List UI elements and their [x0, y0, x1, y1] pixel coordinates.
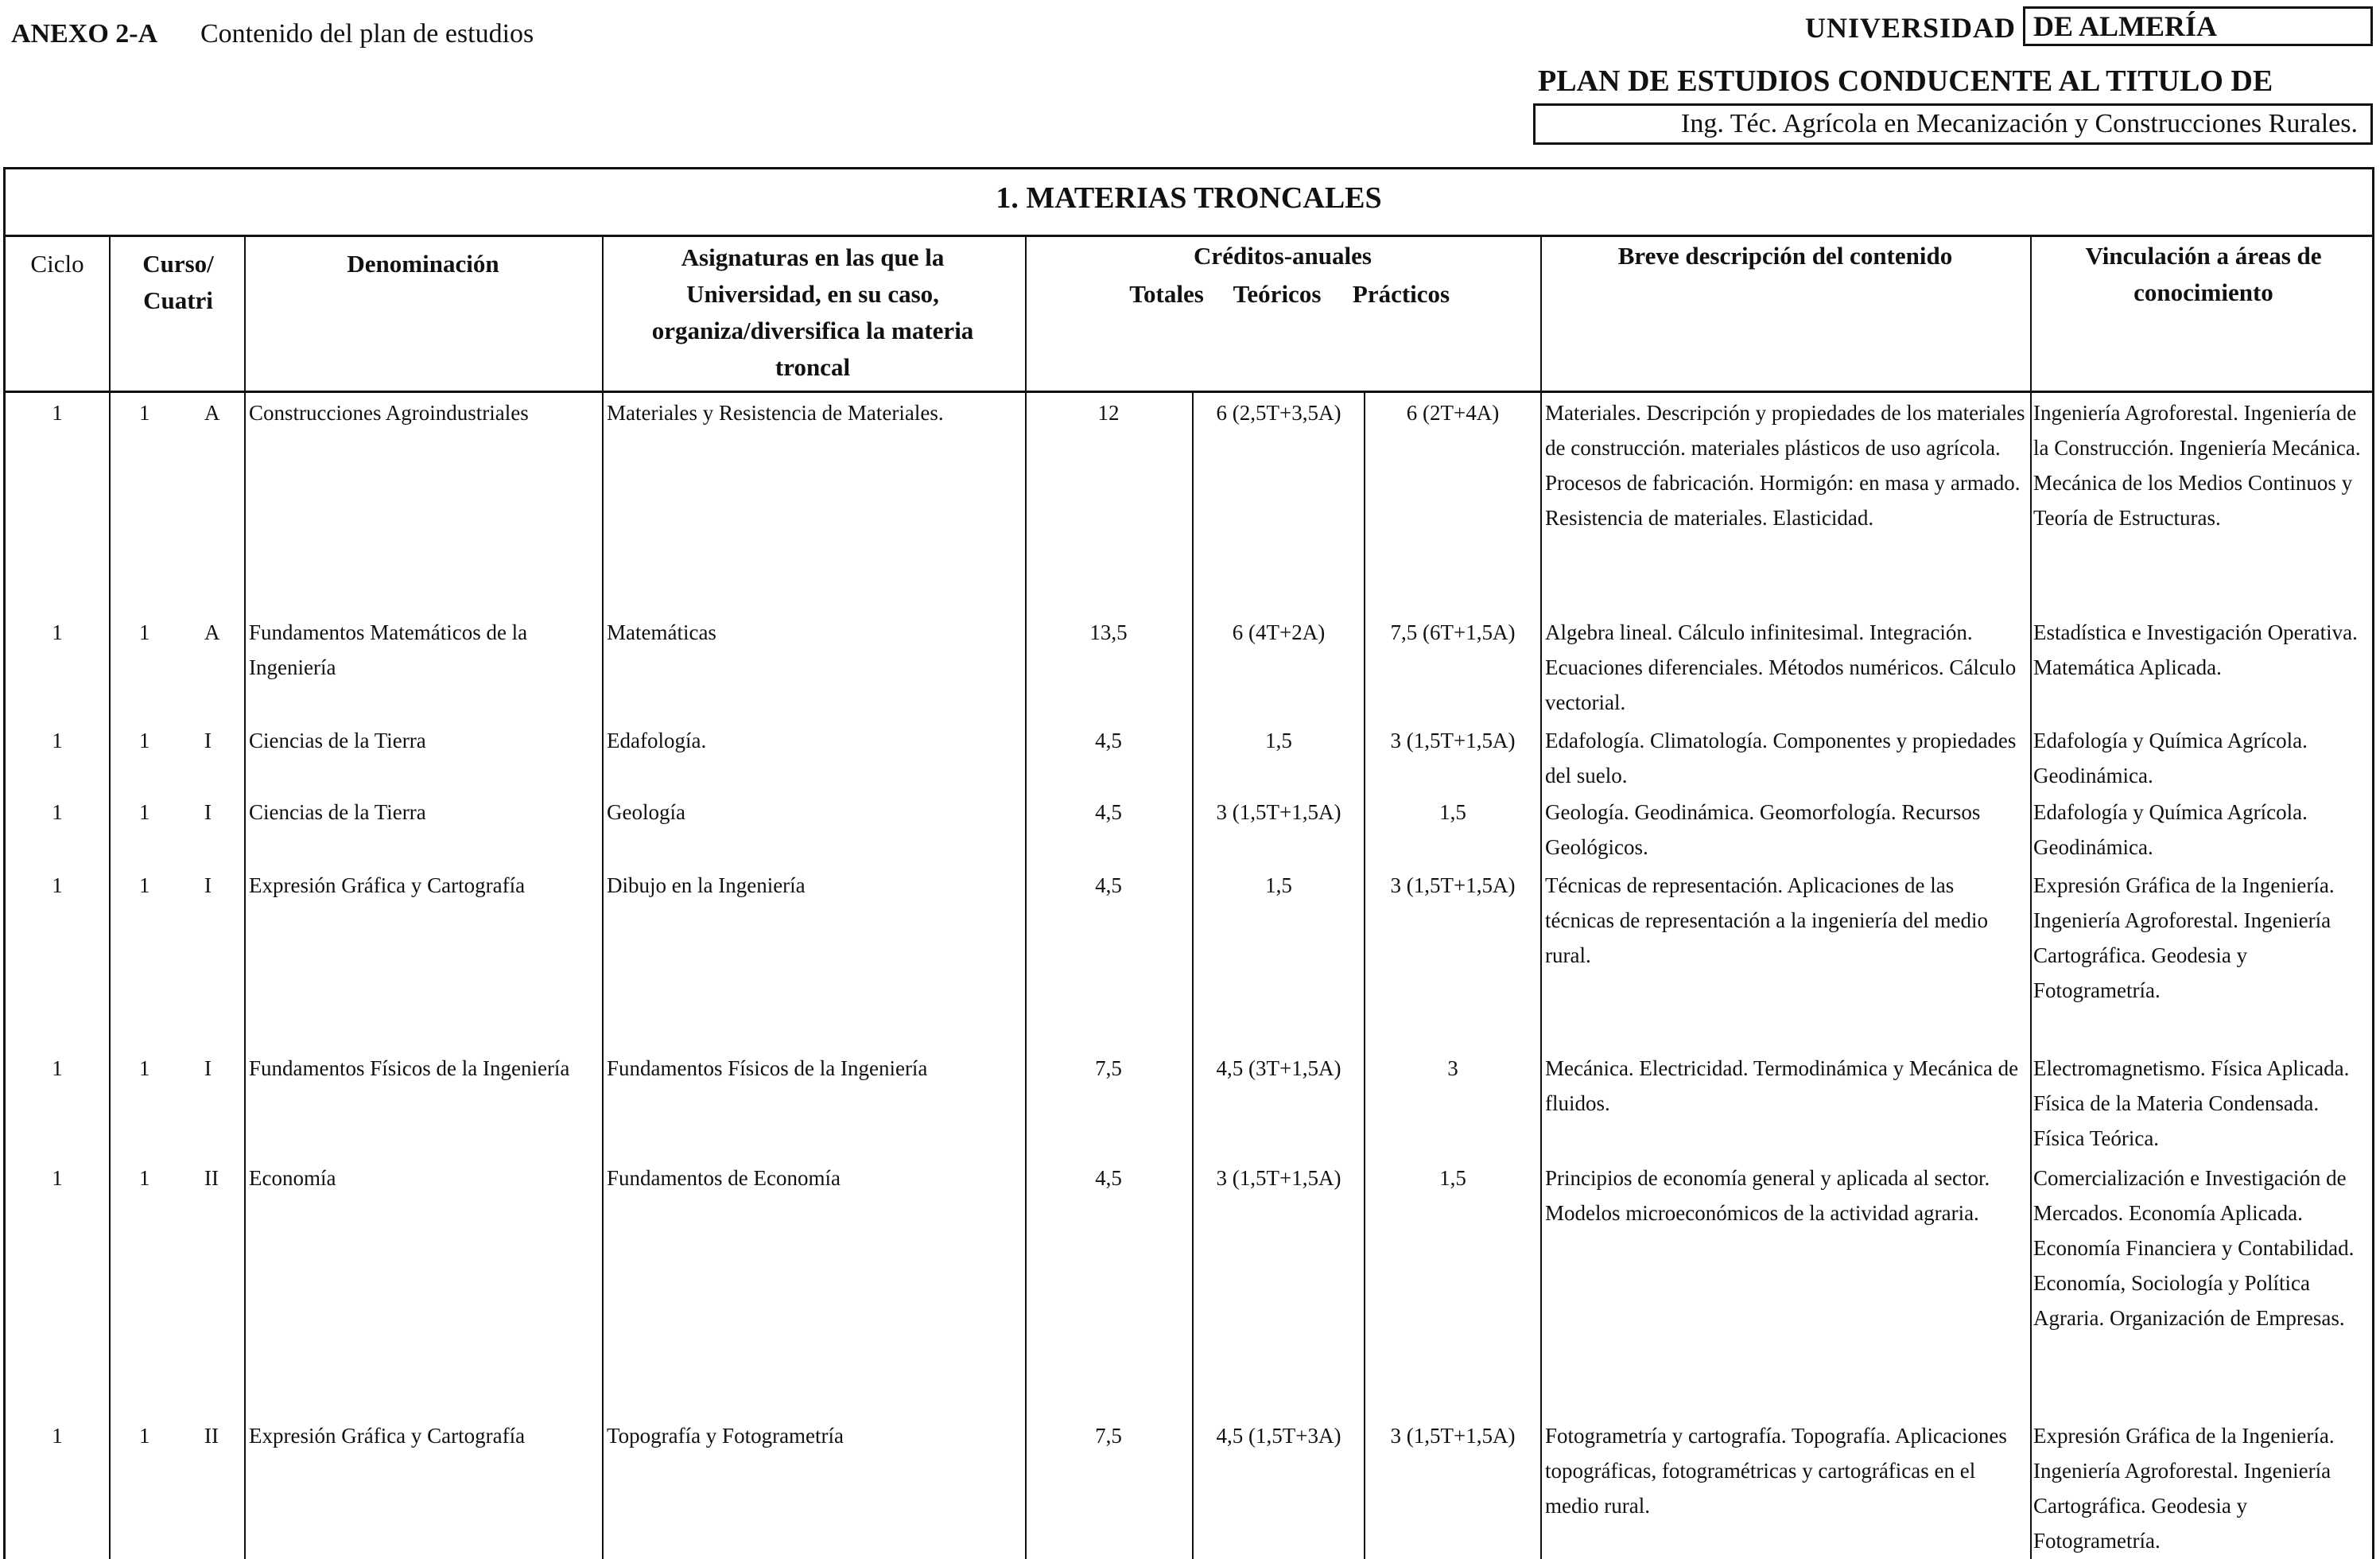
cell-curso: 1 — [139, 873, 150, 897]
cell-ciclo: 1 — [52, 1056, 63, 1080]
cell-asignatura: Materiales y Resistencia de Materiales. — [607, 401, 944, 425]
header-ciclo: Ciclo — [30, 250, 84, 278]
section-title: 1. MATERIAS TRONCALES — [996, 181, 1382, 215]
cell-cuatri: I — [204, 800, 212, 824]
header-totales: Totales — [1129, 280, 1204, 308]
cell-cuatri: I — [204, 1056, 212, 1080]
cell-descripcion: Mecánica. Electricidad. Termodinámica y Mecánica de fluidos. — [1545, 1056, 2019, 1115]
cell-descripcion: Técnicas de representación. Aplicaciones de las técnicas de representación a la ingeniería del medio rural. — [1545, 873, 1988, 967]
universidad-name: DE ALMERÍA — [2023, 6, 2373, 46]
cell-ciclo: 1 — [52, 620, 63, 644]
cell-curso: 1 — [139, 1056, 150, 1080]
cell-vinculacion: Comercialización e Investigación de Mercados. Economía Aplicada. Economía Financiera y Contabilidad. Economía, Sociología y Política Agraria. Organización de Empresas. — [2033, 1166, 2355, 1330]
cell-cuatri: II — [204, 1424, 219, 1448]
cell-vinculacion: Estadística e Investigación Operativa. Matemática Aplicada. — [2033, 620, 2358, 679]
cell-curso: 1 — [139, 1424, 150, 1448]
col-rule-curso — [244, 235, 246, 1559]
cell-ciclo: 1 — [52, 873, 63, 897]
materias-table — [3, 167, 2374, 1559]
cell-denominacion: Expresión Gráfica y Cartografía — [249, 873, 526, 897]
anexo-label: ANEXO 2-A — [11, 19, 158, 49]
cell-denominacion: Expresión Gráfica y Cartografía — [249, 1424, 526, 1448]
cell-practicos: 7,5 (6T+1,5A) — [1390, 620, 1516, 644]
header-practicos: Prácticos — [1352, 280, 1450, 308]
cell-curso: 1 — [139, 1166, 150, 1190]
cell-denominacion: Fundamentos Matemáticos de la Ingeniería — [249, 620, 528, 679]
cell-teoricos: 3 (1,5T+1,5A) — [1216, 1166, 1341, 1190]
cell-asignatura: Fundamentos de Economía — [607, 1166, 841, 1190]
header-teoricos: Teóricos — [1233, 280, 1322, 308]
cell-descripcion: Edafología. Climatología. Componentes y propiedades del suelo. — [1545, 729, 2017, 787]
cell-cuatri: I — [204, 729, 212, 752]
cell-cuatri: A — [204, 620, 220, 644]
cell-practicos: 3 (1,5T+1,5A) — [1390, 729, 1516, 752]
cell-descripcion: Materiales. Descripción y propiedades de los materiales de construcción. materiales plásticos de uso agrícola. Procesos de fabricación. Hormigón: en masa y armado. Resistencia de materiales. Elasticidad. — [1545, 401, 2025, 530]
cell-asignatura: Geología — [607, 800, 685, 824]
cell-practicos: 6 (2T+4A) — [1406, 401, 1500, 425]
cell-teoricos: 6 (2,5T+3,5A) — [1216, 401, 1341, 425]
cell-totales: 4,5 — [1095, 873, 1122, 897]
col-rule-denominacion — [602, 235, 604, 1559]
cell-curso: 1 — [139, 729, 150, 752]
cell-denominacion: Ciencias de la Tierra — [249, 800, 426, 824]
header-denominacion: Denominación — [347, 250, 499, 278]
cell-teoricos: 3 (1,5T+1,5A) — [1216, 800, 1341, 824]
cell-curso: 1 — [139, 401, 150, 425]
header-curso: Curso/ Cuatri — [142, 250, 214, 314]
cell-vinculacion: Expresión Gráfica de la Ingeniería. Ingeniería Agroforestal. Ingeniería Cartográfica. Geodesia y Fotogrametría. — [2033, 1424, 2335, 1553]
cell-vinculacion: Edafología y Química Agrícola. Geodinámica. — [2033, 800, 2308, 859]
cell-denominacion: Fundamentos Físicos de la Ingeniería — [249, 1056, 570, 1080]
cell-vinculacion: Ingeniería Agroforestal. Ingeniería de la Construcción. Ingeniería Mecánica. Mecánica de los Medios Continuos y Teoría de Estructuras. — [2033, 401, 2361, 530]
header-creditos: Créditos-anuales — [1194, 242, 1372, 270]
cell-teoricos: 1,5 — [1265, 873, 1292, 897]
cell-teoricos: 1,5 — [1265, 729, 1292, 752]
cell-practicos: 3 (1,5T+1,5A) — [1390, 873, 1516, 897]
cell-practicos: 1,5 — [1439, 800, 1466, 824]
cell-totales: 13,5 — [1089, 620, 1128, 644]
cell-cuatri: A — [204, 401, 220, 425]
col-rule-ciclo — [109, 235, 111, 1559]
cell-teoricos: 6 (4T+2A) — [1232, 620, 1326, 644]
cell-totales: 4,5 — [1095, 1166, 1122, 1190]
header-asignaturas: Asignaturas en las que la Universidad, en su caso, organiza/diversifica la materia troncal — [651, 243, 974, 381]
header-vinculacion: Vinculación a áreas de conocimiento — [2085, 242, 2322, 306]
cell-asignatura: Fundamentos Físicos de la Ingeniería — [607, 1056, 928, 1080]
cell-denominacion: Ciencias de la Tierra — [249, 729, 426, 752]
cell-practicos: 3 (1,5T+1,5A) — [1390, 1424, 1516, 1448]
cell-ciclo: 1 — [52, 1166, 63, 1190]
col-rule-totales — [1192, 391, 1194, 1559]
cell-practicos: 3 — [1447, 1056, 1458, 1080]
cell-ciclo: 1 — [52, 800, 63, 824]
cell-teoricos: 4,5 (3T+1,5A) — [1216, 1056, 1341, 1080]
cell-cuatri: II — [204, 1166, 219, 1190]
cell-totales: 12 — [1097, 401, 1120, 425]
cell-denominacion: Economía — [249, 1166, 336, 1190]
cell-curso: 1 — [139, 800, 150, 824]
cell-totales: 7,5 — [1095, 1056, 1122, 1080]
col-rule-descripcion — [2030, 235, 2032, 1559]
cell-asignatura: Matemáticas — [607, 620, 716, 644]
header-top-rule — [6, 235, 2372, 237]
cell-vinculacion: Electromagnetismo. Física Aplicada. Física de la Materia Condensada. Física Teórica. — [2033, 1056, 2350, 1150]
degree-title: Ing. Téc. Agrícola en Mecanización y Construcciones Rurales. — [1533, 103, 2373, 145]
cell-asignatura: Dibujo en la Ingeniería — [607, 873, 806, 897]
cell-ciclo: 1 — [52, 729, 63, 752]
cell-vinculacion: Edafología y Química Agrícola. Geodinámica. — [2033, 729, 2308, 787]
cell-totales: 4,5 — [1095, 800, 1122, 824]
cell-ciclo: 1 — [52, 1424, 63, 1448]
cell-descripcion: Principios de economía general y aplicada al sector. Modelos microeconómicos de la actividad agraria. — [1545, 1166, 1990, 1225]
cell-descripcion: Algebra lineal. Cálculo infinitesimal. Integración. Ecuaciones diferenciales. Métodos numéricos. Cálculo vectorial. — [1545, 620, 2017, 714]
cell-teoricos: 4,5 (1,5T+3A) — [1216, 1424, 1341, 1448]
cell-vinculacion: Expresión Gráfica de la Ingeniería. Ingeniería Agroforestal. Ingeniería Cartográfica. Geodesia y Fotogrametría. — [2033, 873, 2335, 1002]
cell-practicos: 1,5 — [1439, 1166, 1466, 1190]
universidad-label: UNIVERSIDAD — [1805, 12, 2017, 44]
cell-totales: 7,5 — [1095, 1424, 1122, 1448]
cell-denominacion: Construcciones Agroindustriales — [249, 401, 529, 425]
plan-title: PLAN DE ESTUDIOS CONDUCENTE AL TITULO DE — [1538, 64, 2273, 98]
cell-totales: 4,5 — [1095, 729, 1122, 752]
header-bottom-rule — [6, 391, 2372, 393]
cell-ciclo: 1 — [52, 401, 63, 425]
cell-descripcion: Fotogrametría y cartografía. Topografía. Aplicaciones topográficas, fotogramétricas y cartográficas en el medio rural. — [1545, 1424, 2007, 1518]
cell-curso: 1 — [139, 620, 150, 644]
cell-asignatura: Topografía y Fotogrametría — [607, 1424, 844, 1448]
cell-asignatura: Edafología. — [607, 729, 707, 752]
cell-descripcion: Geología. Geodinámica. Geomorfología. Recursos Geológicos. — [1545, 800, 1981, 859]
anexo-subtitle: Contenido del plan de estudios — [200, 19, 534, 49]
header-descripcion: Breve descripción del contenido — [1617, 242, 1953, 270]
col-rule-teoricos — [1364, 391, 1365, 1559]
col-rule-creditos — [1540, 235, 1542, 1559]
cell-cuatri: I — [204, 873, 212, 897]
